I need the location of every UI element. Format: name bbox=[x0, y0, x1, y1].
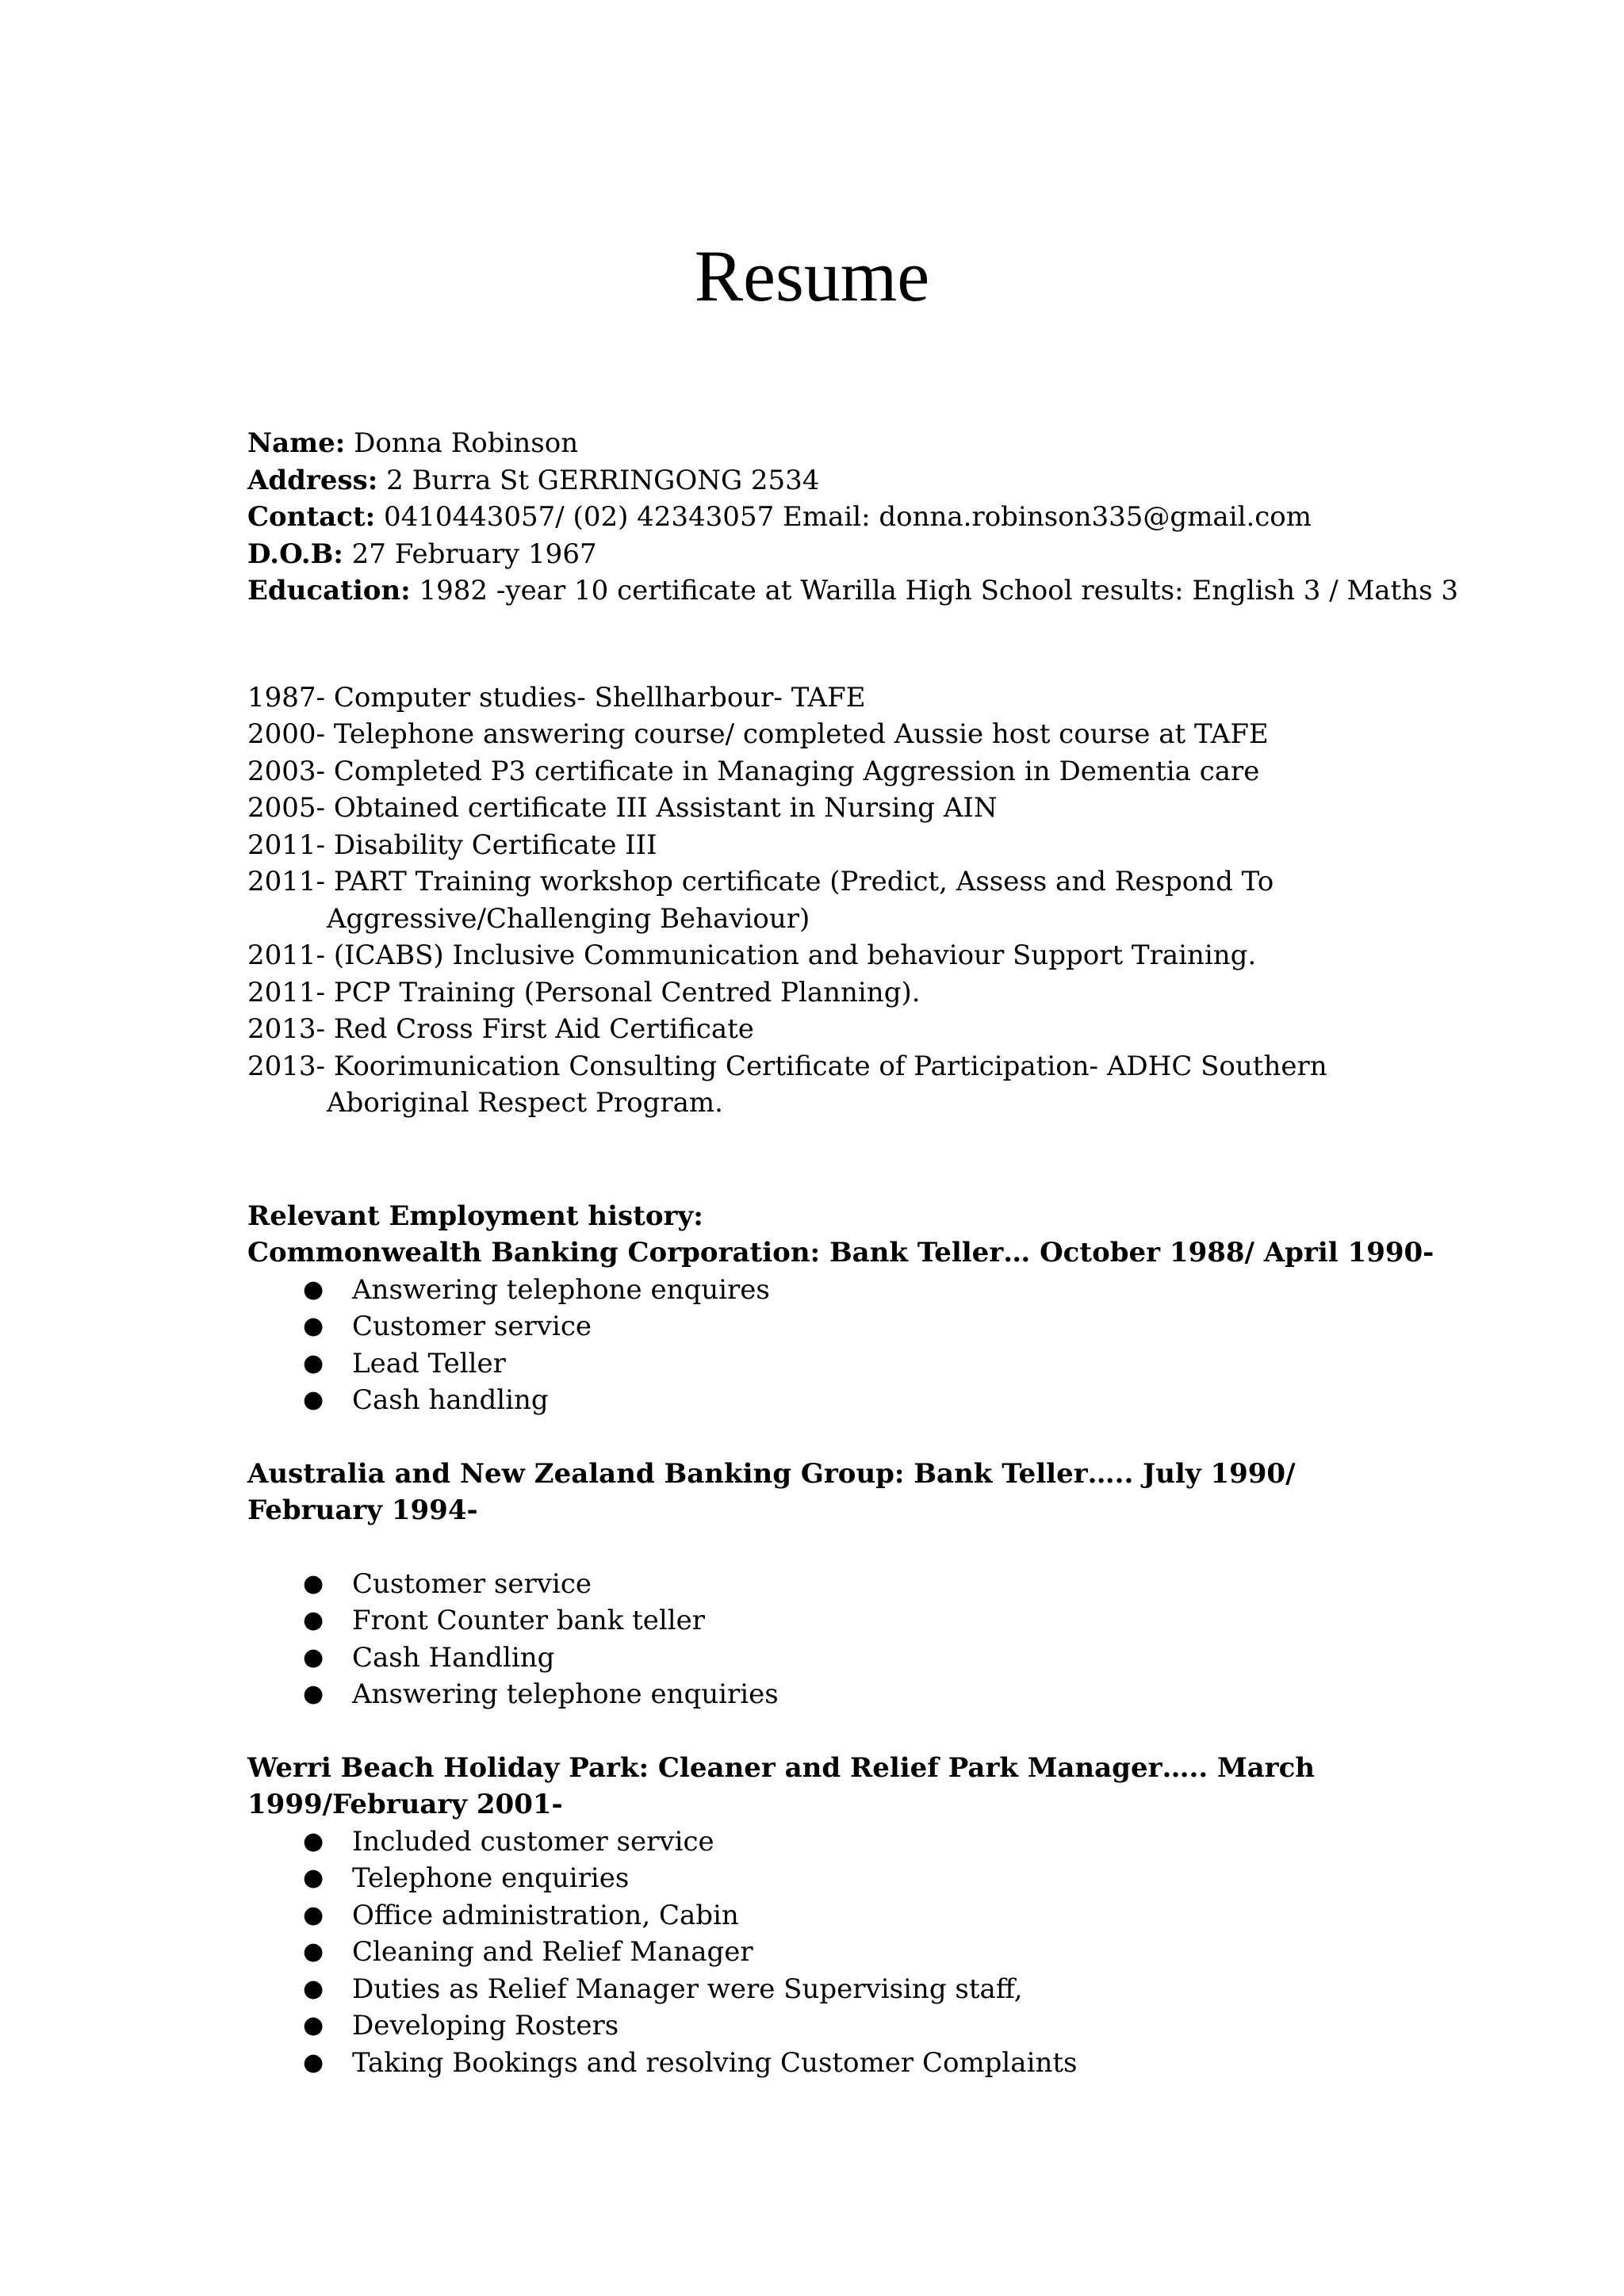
resume-content bbox=[247, 425, 1484, 2081]
name-value: Donna Robinson bbox=[354, 427, 579, 459]
employment-section bbox=[247, 1198, 1484, 2082]
bullet-icon: ● bbox=[303, 1386, 324, 1414]
course-item bbox=[247, 716, 1484, 753]
bullet-icon: ● bbox=[303, 1643, 324, 1671]
bullet-icon: ● bbox=[303, 1974, 324, 2003]
course-text: PART Training workshop certificate (Predict, Assess and Respond To bbox=[333, 866, 1274, 897]
education-value: 1982 -year 10 certificate at Warilla High School results: English 3 / Maths 3 bbox=[419, 575, 1459, 607]
name-line bbox=[247, 425, 1484, 462]
course-text: (ICABS) Inclusive Communication and behaviour Support Training. bbox=[333, 939, 1257, 971]
course-year: 2013- bbox=[247, 1050, 326, 1082]
list-item: ● Taking Bookings and resolving Customer Complaints bbox=[247, 2045, 1484, 2082]
bullet-icon: ● bbox=[303, 1827, 324, 1855]
contact-line bbox=[247, 499, 1484, 536]
course-item bbox=[247, 937, 1484, 974]
name-label: Name: bbox=[247, 427, 346, 459]
course-year: 2011- bbox=[247, 866, 326, 897]
course-text: Red Cross First Aid Certificate bbox=[333, 1013, 754, 1045]
bullet-icon: ● bbox=[303, 2011, 324, 2039]
course-item bbox=[247, 827, 1484, 864]
address-label: Address: bbox=[247, 464, 378, 496]
employment-heading: Relevant Employment history: bbox=[247, 1200, 703, 1232]
course-continuation: Aboriginal Respect Program. bbox=[327, 1087, 723, 1119]
course-list bbox=[247, 679, 1484, 1122]
list-item: ● Office administration, Cabin bbox=[247, 1897, 1484, 1934]
job-duties bbox=[247, 1272, 1484, 1419]
bullet-icon: ● bbox=[303, 1569, 324, 1598]
course-year: 2011- bbox=[247, 828, 326, 861]
course-item bbox=[247, 753, 1484, 790]
bullet-icon: ● bbox=[303, 1275, 324, 1303]
bullet-icon: ● bbox=[303, 1680, 324, 1708]
list-item: ● Answering telephone enquires bbox=[247, 1272, 1484, 1309]
course-year: 2011- bbox=[247, 976, 326, 1008]
list-item: ● Answering telephone enquiries bbox=[247, 1676, 1484, 1713]
bullet-icon: ● bbox=[303, 1938, 324, 1965]
bullet-icon: ● bbox=[303, 1864, 324, 1892]
course-year: 2013- bbox=[247, 1013, 326, 1045]
course-text: Obtained certificate III Assistant in Nursing AIN bbox=[333, 792, 998, 824]
job-heading: Werri Beach Holiday Park: Cleaner and Relief Park Manager….. March 1999/February 2001- bbox=[247, 1751, 1316, 1820]
address-line bbox=[247, 462, 1484, 499]
list-item: ● Duties as Relief Manager were Supervising staff, bbox=[247, 1971, 1484, 2008]
course-item bbox=[247, 1011, 1484, 1048]
list-item: ● Cleaning and Relief Manager bbox=[247, 1934, 1484, 1971]
course-year: 2005- bbox=[247, 792, 326, 824]
education-line bbox=[247, 572, 1484, 610]
course-year: 2000- bbox=[247, 718, 326, 750]
course-year: 2011- bbox=[247, 939, 326, 971]
course-text: Telephone answering course/ completed Aussie host course at TAFE bbox=[333, 718, 1269, 750]
list-item: ● Cash Handling bbox=[247, 1640, 1484, 1677]
course-item bbox=[247, 974, 1484, 1012]
list-item: ● Cash handling bbox=[247, 1382, 1484, 1419]
list-item: ● Front Counter bank teller bbox=[247, 1602, 1484, 1640]
course-continuation: Aggressive/Challenging Behaviour) bbox=[327, 902, 810, 935]
address-value: 2 Burra St GERRINGONG 2534 bbox=[386, 464, 820, 496]
bullet-icon: ● bbox=[303, 1312, 324, 1340]
course-text: Computer studies- Shellharbour- TAFE bbox=[333, 681, 866, 714]
list-item: ● Customer service bbox=[247, 1308, 1484, 1345]
bullet-icon: ● bbox=[303, 2048, 324, 2076]
job-heading: Australia and New Zealand Banking Group: Bank Teller….. July 1990/ February 1994- bbox=[247, 1457, 1296, 1526]
bullet-icon: ● bbox=[303, 1349, 324, 1377]
education-label: Education: bbox=[247, 575, 411, 607]
personal-details bbox=[247, 425, 1484, 610]
course-text: Koorimunication Consulting Certificate of Participation- ADHC Southern bbox=[333, 1050, 1327, 1082]
list-item: ● Customer service bbox=[247, 1566, 1484, 1603]
list-item: ● Lead Teller bbox=[247, 1345, 1484, 1383]
course-item bbox=[247, 1048, 1484, 1085]
contact-label: Contact: bbox=[247, 501, 376, 533]
job-heading: Commonwealth Banking Corporation: Bank Teller… October 1988/ April 1990- bbox=[247, 1237, 1434, 1269]
list-item: ● Developing Rosters bbox=[247, 2007, 1484, 2045]
course-year: 2003- bbox=[247, 755, 326, 787]
bullet-icon: ● bbox=[303, 1606, 324, 1634]
course-text: Completed P3 certificate in Managing Aggression in Dementia care bbox=[333, 755, 1260, 787]
bullet-icon: ● bbox=[303, 1900, 324, 1929]
dob-line bbox=[247, 536, 1484, 573]
course-item bbox=[247, 790, 1484, 827]
course-text: PCP Training (Personal Centred Planning). bbox=[333, 976, 921, 1008]
job-duties bbox=[247, 1823, 1484, 2082]
job-duties bbox=[247, 1566, 1484, 1713]
list-item: ● Included customer service bbox=[247, 1823, 1484, 1861]
course-year: 1987- bbox=[247, 681, 326, 714]
course-item bbox=[247, 863, 1484, 901]
course-item bbox=[247, 679, 1484, 717]
course-text: Disability Certificate III bbox=[333, 828, 657, 861]
dob-value: 27 February 1967 bbox=[351, 538, 597, 570]
contact-value: 0410443057/ (02) 42343057 Email: donna.robinson335@gmail.com bbox=[383, 501, 1312, 533]
list-item: ● Telephone enquiries bbox=[247, 1860, 1484, 1897]
page-title: Resume bbox=[694, 235, 930, 316]
dob-label: D.O.B: bbox=[247, 538, 343, 570]
